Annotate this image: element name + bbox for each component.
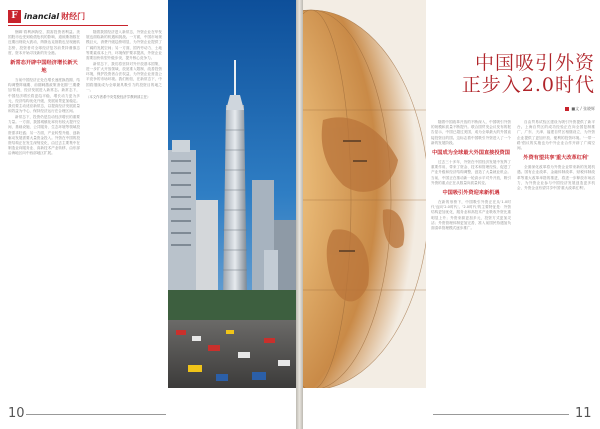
paragraph: 全面深化改革将为外资企业带来新的发展机遇。国有企业改革、金融体制改革、财税体制改革等重大改革举措的推进，将进一步释放市场活力，为外资企业参与中国经济发展创造更多机会，外资企业有望共享中国'重大改革红利'。 — [517, 165, 595, 191]
title-line-2: 正步入2.0时代 — [461, 74, 595, 96]
paragraph: 当前中国经济正处在增长速度换挡期、结构调整阵痛期、前期刺激政策消化期'三期叠加'阶段，经济发展进入新常态。新常态下，中国经济增长将更趋平稳，增长动力更为多元，经济结构优化升级，发展前景更加稳定。我们要主动适应新常态，以提高经济发展质量和效益为中心，保持经济运行在合理区间。 — [8, 78, 80, 114]
paragraph: 自由贸易试验区建设为吸引外资提供了新平台。上海自贸区的成功经验正在向全国复制推广，广东、天津、福建自贸区相继设立，为外资企业提供了更加开放、便利的投资环境。'一带一路'倡议的实施也为中外企业合作开辟了广阔空间。 — [517, 120, 595, 151]
footer-rule — [26, 414, 166, 415]
article-title — [419, 52, 595, 96]
right-page — [303, 0, 600, 429]
section-name: 财经门 — [61, 12, 86, 21]
left-column-2 — [86, 30, 162, 400]
subheading: 外资有望共享'重大改革红利' — [523, 155, 589, 162]
title-line-1: 中国吸引外资 — [474, 52, 595, 74]
paragraph: 过去三十多年，外资在中国经济发展中发挥了重要作用，带来了资金、技术和管理经验，促进了产业升级和经济结构调整，创造了大量就业机会。当前，中国正在推动新一轮高水平对外开放，吸引外资的重点正在从数量向质量转变。 — [431, 160, 511, 185]
subheading: 中国吸引外资迎来新机遇 — [442, 190, 500, 197]
right-column-1 — [431, 120, 511, 405]
section-logo-letter: F — [8, 10, 21, 23]
paragraph: 新常态下，我们将坚持对外开放基本国策，进一步扩大开放领域，放宽准入限制，改善投资环境，保护投资者合法权益，为外资企业营造公平竞争的市场环境。我们相信，在新常态下，中国将继续成为全球最具吸引力的投资目的地之一。 — [86, 61, 162, 92]
globe-map-photo — [303, 0, 426, 388]
page-number-right: 11 — [575, 406, 592, 421]
paragraph: 随着我国经济进入新常态，外资企业在华发展也面临新的机遇和挑战。一方面，中国市场规模巨大，消费升级趋势明显，为外资企业提供了广阔的发展空间；另一方面，国内劳动力、土地等要素成本上升，环境保护要求提高，外资企业需要加快转型升级步伐，提升核心竞争力。 — [86, 30, 162, 61]
section-header — [24, 11, 85, 22]
byline-marker — [565, 107, 569, 111]
footer-rule — [433, 414, 569, 415]
paragraph: 捆绑'将利润掏空，损害投资者利益。美国股市也受到欧债危机的影响，道琼斯指数在近期出现较大波动，纳斯达克指数也呈现疲软态势，投资者对全球经济复苏前景持谨慎态度，资本开始寻找新的安全港。 — [8, 30, 80, 55]
left-column-1 — [8, 30, 80, 400]
page-gutter — [296, 0, 303, 429]
section-brand: inancial — [24, 12, 60, 21]
subheading: 新常态开辟中国经济增长新天地 — [10, 60, 78, 75]
byline-text: ■文 / 张晓辉 — [571, 106, 595, 111]
author-note: （本文作者系中央党校经济学教研部主任） — [86, 94, 151, 99]
paragraph: 随着中国改革开放的不断深入，中国吸引外资的规模和质量不断提升。联合国贸发会议发布的报告显示，中国已超过美国，成为全球最大的外国直接投资目的国。这标志着中国吸引外资进入了一个新的发展阶段。 — [431, 120, 511, 145]
paragraph: 新常态下，投资仍是拉动经济增长的重要力量。一方面，我国城镇化率仍有较大提升空间，基础设施、公共服务、生态环境等领域投资需求旺盛；另一方面，产业转型升级、创新驱动发展需要大量资金投入。外资在中国的投资结构正在发生深刻变化，由过去主要集中在制造业向服务业、高新技术产业转移，由东部沿海地区向中西部地区扩展。 — [8, 114, 80, 156]
city-skyline-photo — [168, 0, 296, 388]
left-page — [0, 0, 296, 429]
right-column-2 — [517, 120, 595, 405]
paragraph: 在新的形势下，中国吸引外资正在从'1.0时代'迈向'2.0时代'。'2.0时代'的主要特征是：外资结构更加优化，服务业和高技术产业吸收外资比重明显上升；外资来源更加多元，投资方式更加灵活；外资管理体制更加完善，准入前国民待遇加负面清单管理模式逐步推广。 — [431, 200, 511, 231]
header-rule — [8, 25, 128, 26]
subheading: 中国成为全球最大外国直接投资国 — [432, 150, 510, 157]
page-number-left: 10 — [8, 406, 25, 421]
byline — [503, 106, 595, 112]
